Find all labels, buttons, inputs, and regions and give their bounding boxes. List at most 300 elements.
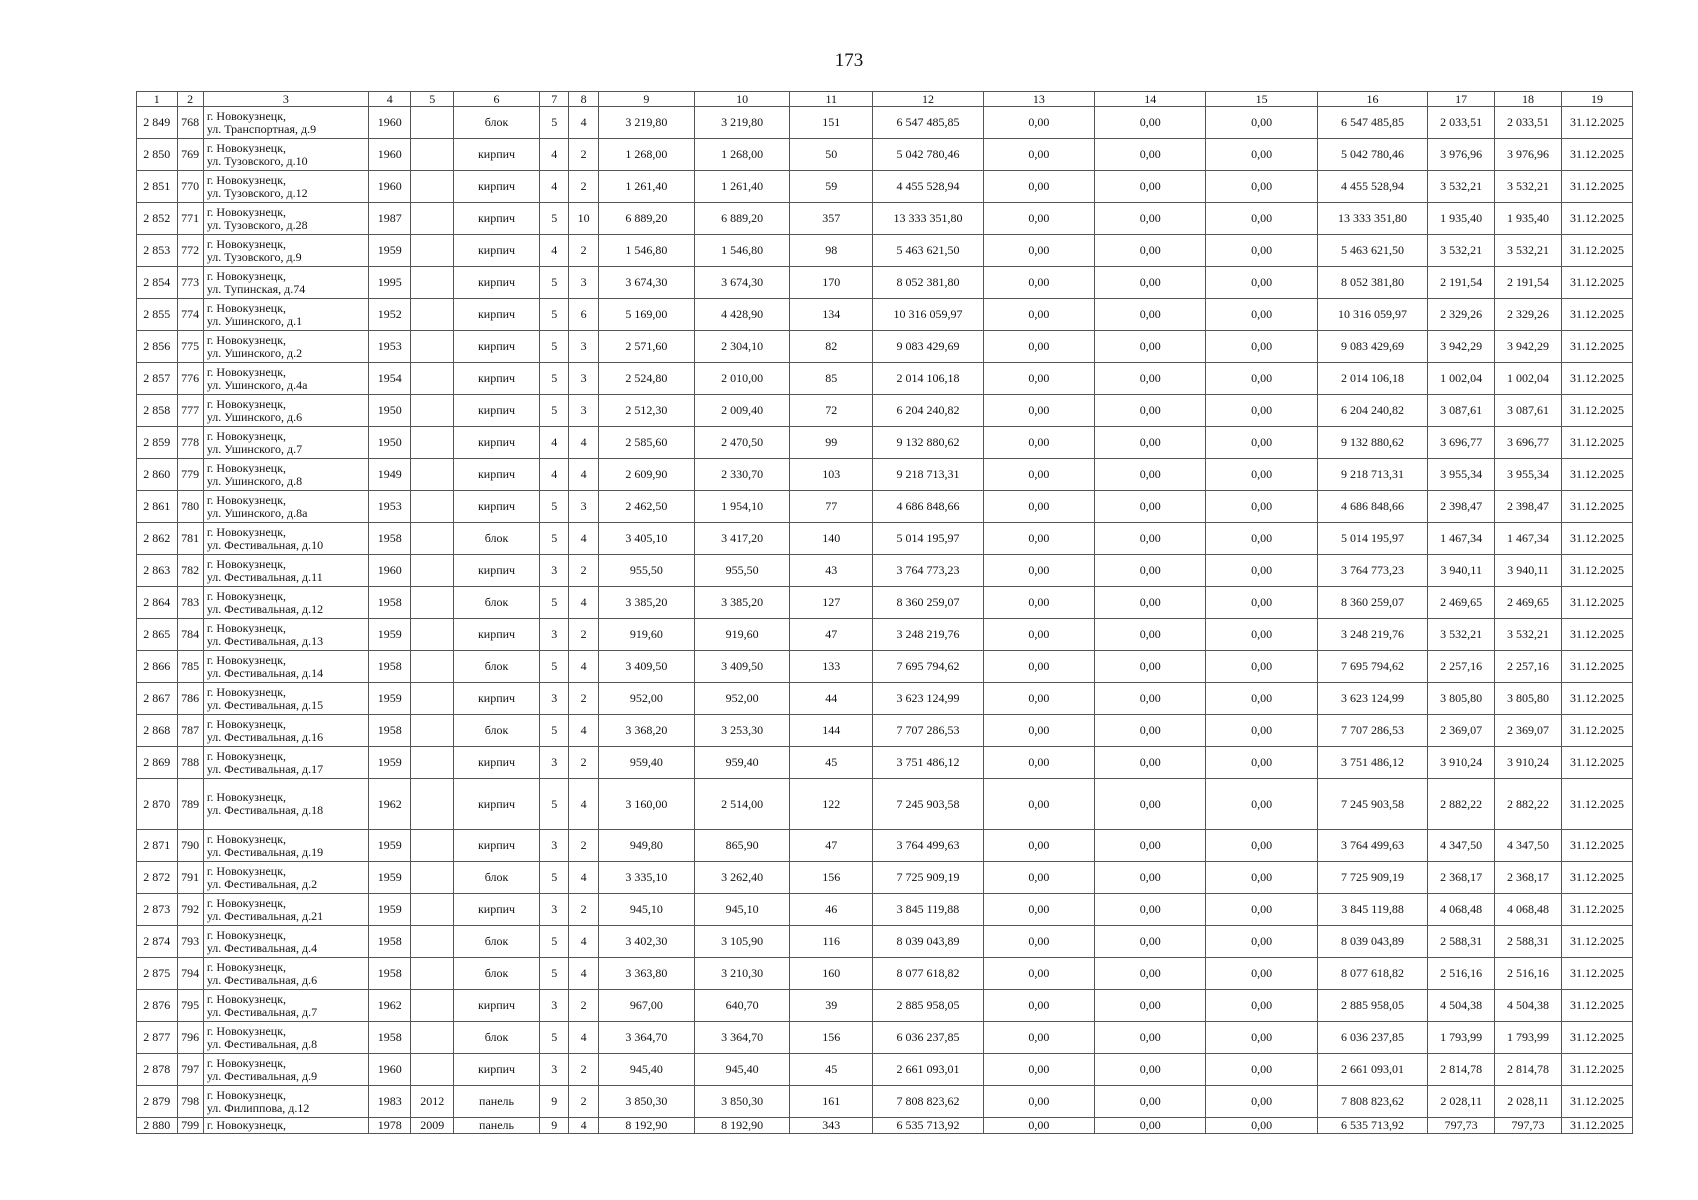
- cell-c6: блок: [453, 1022, 539, 1054]
- cell-c8: 2: [569, 555, 598, 587]
- cell-c8: 2: [569, 1054, 598, 1086]
- cell-c12: 3 764 499,63: [873, 830, 983, 862]
- cell-c1: 2 861: [137, 491, 178, 523]
- cell-c15: 0,00: [1206, 958, 1317, 990]
- cell-c19: 31.12.2025: [1561, 363, 1632, 395]
- cell-c5: [411, 491, 454, 523]
- cell-c13: 0,00: [983, 1118, 1094, 1134]
- address-street: ул. Ушинского, д.8: [206, 473, 303, 488]
- address-street: ул. Ушинского, д.6: [206, 409, 303, 424]
- header-row: [137, 92, 1633, 107]
- cell-c12: 7 245 903,58: [873, 779, 983, 830]
- cell-c6: кирпич: [453, 491, 539, 523]
- cell-c7: 3: [540, 555, 569, 587]
- cell-c14: 0,00: [1095, 862, 1206, 894]
- cell-c12: 7 695 794,62: [873, 651, 983, 683]
- cell-c16: 3 751 486,12: [1317, 747, 1427, 779]
- address-street: ул. Фестивальная, д.16: [206, 729, 324, 744]
- cell-c4: 1983: [368, 1086, 411, 1118]
- cell-c9: 1 546,80: [598, 235, 694, 267]
- cell-c1: 2 857: [137, 363, 178, 395]
- cell-c19: 31.12.2025: [1561, 491, 1632, 523]
- cell-c12: 3 623 124,99: [873, 683, 983, 715]
- cell-c14: 0,00: [1095, 779, 1206, 830]
- cell-c2: 778: [177, 427, 203, 459]
- table-row: [137, 395, 1633, 427]
- cell-c18: 3 976,96: [1495, 139, 1562, 171]
- cell-c10: 1 954,10: [695, 491, 790, 523]
- cell-c6: панель: [453, 1086, 539, 1118]
- cell-c16: 9 218 713,31: [1317, 459, 1427, 491]
- table-row: [137, 1086, 1633, 1118]
- cell-c14: 0,00: [1095, 331, 1206, 363]
- cell-c18: 2 033,51: [1495, 107, 1562, 139]
- cell-c16: 13 333 351,80: [1317, 203, 1427, 235]
- cell-c13: 0,00: [983, 862, 1094, 894]
- cell-c1: 2 856: [137, 331, 178, 363]
- cell-c11: 45: [790, 1054, 873, 1086]
- cell-c12: 3 751 486,12: [873, 747, 983, 779]
- cell-c8: 10: [569, 203, 598, 235]
- cell-c12: 6 036 237,85: [873, 1022, 983, 1054]
- cell-c5: [411, 958, 454, 990]
- cell-c6: кирпич: [453, 299, 539, 331]
- cell-c1: 2 864: [137, 587, 178, 619]
- cell-c5: [411, 139, 454, 171]
- column-header: 11: [790, 92, 873, 107]
- cell-c17: 3 940,11: [1428, 555, 1495, 587]
- address-cell: [203, 862, 368, 894]
- cell-c5: [411, 331, 454, 363]
- address-cell: [203, 747, 368, 779]
- cell-c13: 0,00: [983, 107, 1094, 139]
- cell-c8: 2: [569, 1086, 598, 1118]
- address-street: ул. Ушинского, д.1: [206, 313, 303, 328]
- cell-c16: 9 083 429,69: [1317, 331, 1427, 363]
- cell-c11: 99: [790, 427, 873, 459]
- cell-c12: 6 547 485,85: [873, 107, 983, 139]
- cell-c11: 156: [790, 1022, 873, 1054]
- cell-c16: 5 042 780,46: [1317, 139, 1427, 171]
- cell-c12: 9 132 880,62: [873, 427, 983, 459]
- cell-c8: 2: [569, 683, 598, 715]
- cell-c10: 3 262,40: [695, 862, 790, 894]
- cell-c7: 5: [540, 862, 569, 894]
- cell-c6: кирпич: [453, 894, 539, 926]
- cell-c1: 2 850: [137, 139, 178, 171]
- cell-c14: 0,00: [1095, 958, 1206, 990]
- cell-c5: [411, 651, 454, 683]
- address-city: г. Новокузнецк,: [206, 1087, 287, 1102]
- cell-c16: 3 764 499,63: [1317, 830, 1427, 862]
- cell-c6: блок: [453, 587, 539, 619]
- cell-c19: 31.12.2025: [1561, 1022, 1632, 1054]
- cell-c5: [411, 299, 454, 331]
- column-header: 4: [368, 92, 411, 107]
- address-street: ул. Фестивальная, д.6: [206, 972, 318, 987]
- address-city: г. Новокузнецк,: [206, 332, 287, 347]
- cell-c5: [411, 267, 454, 299]
- cell-c12: 8 360 259,07: [873, 587, 983, 619]
- cell-c9: 3 850,30: [598, 1086, 694, 1118]
- cell-c19: 31.12.2025: [1561, 683, 1632, 715]
- cell-c12: 7 808 823,62: [873, 1086, 983, 1118]
- cell-c4: 1960: [368, 107, 411, 139]
- cell-c15: 0,00: [1206, 267, 1317, 299]
- cell-c18: 3 942,29: [1495, 331, 1562, 363]
- cell-c17: 3 696,77: [1428, 427, 1495, 459]
- cell-c19: 31.12.2025: [1561, 830, 1632, 862]
- cell-c1: 2 874: [137, 926, 178, 958]
- address-cell: [203, 990, 368, 1022]
- cell-c7: 3: [540, 1054, 569, 1086]
- address-city: г. Новокузнецк,: [206, 524, 287, 539]
- cell-c13: 0,00: [983, 139, 1094, 171]
- table-row: [137, 427, 1633, 459]
- column-header: 6: [453, 92, 539, 107]
- cell-c6: кирпич: [453, 235, 539, 267]
- cell-c14: 0,00: [1095, 990, 1206, 1022]
- cell-c8: 4: [569, 459, 598, 491]
- cell-c8: 3: [569, 267, 598, 299]
- cell-c17: 1 935,40: [1428, 203, 1495, 235]
- cell-c12: 7 725 909,19: [873, 862, 983, 894]
- cell-c8: 4: [569, 523, 598, 555]
- cell-c15: 0,00: [1206, 1086, 1317, 1118]
- cell-c11: 43: [790, 555, 873, 587]
- cell-c13: 0,00: [983, 235, 1094, 267]
- cell-c5: [411, 587, 454, 619]
- cell-c10: 3 210,30: [695, 958, 790, 990]
- cell-c9: 959,40: [598, 747, 694, 779]
- cell-c2: 795: [177, 990, 203, 1022]
- table-row: [137, 107, 1633, 139]
- cell-c7: 5: [540, 715, 569, 747]
- cell-c15: 0,00: [1206, 1022, 1317, 1054]
- cell-c7: 3: [540, 830, 569, 862]
- cell-c15: 0,00: [1206, 587, 1317, 619]
- cell-c2: 770: [177, 171, 203, 203]
- cell-c13: 0,00: [983, 990, 1094, 1022]
- cell-c8: 4: [569, 779, 598, 830]
- table-row: [137, 958, 1633, 990]
- cell-c10: 3 417,20: [695, 523, 790, 555]
- cell-c1: 2 879: [137, 1086, 178, 1118]
- cell-c12: 10 316 059,97: [873, 299, 983, 331]
- address-street: ул. Фестивальная, д.8: [206, 1036, 318, 1051]
- cell-c9: 3 160,00: [598, 779, 694, 830]
- address-city: г. Новокузнецк,: [206, 108, 287, 123]
- cell-c19: 31.12.2025: [1561, 862, 1632, 894]
- cell-c12: 2 661 093,01: [873, 1054, 983, 1086]
- cell-c11: 122: [790, 779, 873, 830]
- cell-c16: 8 039 043,89: [1317, 926, 1427, 958]
- cell-c4: 1952: [368, 299, 411, 331]
- cell-c1: 2 872: [137, 862, 178, 894]
- cell-c4: 1960: [368, 171, 411, 203]
- cell-c10: 919,60: [695, 619, 790, 651]
- address-street: ул. Фестивальная, д.15: [206, 697, 324, 712]
- cell-c17: 1 467,34: [1428, 523, 1495, 555]
- cell-c17: 3 910,24: [1428, 747, 1495, 779]
- register-table: [136, 91, 1633, 1134]
- cell-c7: 5: [540, 107, 569, 139]
- cell-c13: 0,00: [983, 1022, 1094, 1054]
- cell-c19: 31.12.2025: [1561, 139, 1632, 171]
- cell-c10: 945,40: [695, 1054, 790, 1086]
- table-row: [137, 331, 1633, 363]
- cell-c17: 2 516,16: [1428, 958, 1495, 990]
- column-header: 13: [983, 92, 1094, 107]
- cell-c6: блок: [453, 926, 539, 958]
- cell-c19: 31.12.2025: [1561, 958, 1632, 990]
- cell-c18: 2 882,22: [1495, 779, 1562, 830]
- cell-c15: 0,00: [1206, 203, 1317, 235]
- table-row: [137, 619, 1633, 651]
- cell-c17: 2 469,65: [1428, 587, 1495, 619]
- cell-c19: 31.12.2025: [1561, 203, 1632, 235]
- cell-c1: 2 878: [137, 1054, 178, 1086]
- address-street: ул. Тузовского, д.28: [206, 217, 308, 232]
- cell-c1: 2 870: [137, 779, 178, 830]
- cell-c6: кирпич: [453, 427, 539, 459]
- cell-c16: 6 535 713,92: [1317, 1118, 1427, 1134]
- cell-c5: [411, 459, 454, 491]
- address-city: г. Новокузнецк,: [206, 863, 287, 878]
- cell-c19: 31.12.2025: [1561, 555, 1632, 587]
- address-city: г. Новокузнецк,: [206, 991, 287, 1006]
- cell-c16: 3 845 119,88: [1317, 894, 1427, 926]
- address-cell: [203, 107, 368, 139]
- cell-c4: 1978: [368, 1118, 411, 1134]
- cell-c14: 0,00: [1095, 363, 1206, 395]
- cell-c15: 0,00: [1206, 715, 1317, 747]
- cell-c4: 1959: [368, 862, 411, 894]
- cell-c2: 793: [177, 926, 203, 958]
- address-city: г. Новокузнецк,: [206, 556, 287, 571]
- cell-c4: 1958: [368, 587, 411, 619]
- cell-c11: 46: [790, 894, 873, 926]
- cell-c5: [411, 990, 454, 1022]
- cell-c4: 1953: [368, 331, 411, 363]
- cell-c18: 1 935,40: [1495, 203, 1562, 235]
- cell-c18: 3 087,61: [1495, 395, 1562, 427]
- cell-c13: 0,00: [983, 459, 1094, 491]
- cell-c12: 2 885 958,05: [873, 990, 983, 1022]
- cell-c8: 2: [569, 171, 598, 203]
- cell-c14: 0,00: [1095, 619, 1206, 651]
- cell-c5: [411, 427, 454, 459]
- cell-c12: 8 039 043,89: [873, 926, 983, 958]
- cell-c4: 1987: [368, 203, 411, 235]
- cell-c8: 2: [569, 619, 598, 651]
- cell-c16: 2 885 958,05: [1317, 990, 1427, 1022]
- address-cell: [203, 395, 368, 427]
- cell-c9: 3 363,80: [598, 958, 694, 990]
- cell-c15: 0,00: [1206, 619, 1317, 651]
- cell-c19: 31.12.2025: [1561, 395, 1632, 427]
- cell-c16: 4 686 848,66: [1317, 491, 1427, 523]
- cell-c10: 959,40: [695, 747, 790, 779]
- cell-c9: 3 405,10: [598, 523, 694, 555]
- address-cell: [203, 958, 368, 990]
- cell-c5: [411, 894, 454, 926]
- address-city: г. Новокузнецк,: [206, 140, 287, 155]
- cell-c13: 0,00: [983, 587, 1094, 619]
- address-cell: [203, 555, 368, 587]
- cell-c19: 31.12.2025: [1561, 894, 1632, 926]
- cell-c18: 2 469,65: [1495, 587, 1562, 619]
- address-cell: [203, 331, 368, 363]
- cell-c12: 3 764 773,23: [873, 555, 983, 587]
- address-city: г. Новокузнецк,: [206, 1055, 287, 1070]
- cell-c15: 0,00: [1206, 862, 1317, 894]
- cell-c2: 777: [177, 395, 203, 427]
- address-street: ул. Фестивальная, д.14: [206, 665, 324, 680]
- cell-c6: блок: [453, 107, 539, 139]
- cell-c16: 7 725 909,19: [1317, 862, 1427, 894]
- table-row: [137, 715, 1633, 747]
- cell-c4: 1962: [368, 779, 411, 830]
- cell-c9: 919,60: [598, 619, 694, 651]
- cell-c18: 2 028,11: [1495, 1086, 1562, 1118]
- cell-c8: 4: [569, 427, 598, 459]
- cell-c17: 3 087,61: [1428, 395, 1495, 427]
- cell-c8: 4: [569, 1022, 598, 1054]
- cell-c15: 0,00: [1206, 683, 1317, 715]
- column-header: 18: [1495, 92, 1562, 107]
- cell-c14: 0,00: [1095, 715, 1206, 747]
- cell-c2: 783: [177, 587, 203, 619]
- cell-c8: 4: [569, 926, 598, 958]
- address-city: г. Новокузнецк,: [206, 268, 287, 283]
- cell-c11: 156: [790, 862, 873, 894]
- cell-c7: 4: [540, 427, 569, 459]
- address-city: г. Новокузнецк,: [206, 396, 287, 411]
- address-street: ул. Филиппова, д.12: [206, 1100, 310, 1115]
- cell-c11: 140: [790, 523, 873, 555]
- table-row: [137, 779, 1633, 830]
- cell-c7: 5: [540, 587, 569, 619]
- cell-c4: 1958: [368, 523, 411, 555]
- cell-c15: 0,00: [1206, 459, 1317, 491]
- cell-c14: 0,00: [1095, 235, 1206, 267]
- address-cell: [203, 587, 368, 619]
- column-header: 10: [695, 92, 790, 107]
- cell-c19: 31.12.2025: [1561, 523, 1632, 555]
- cell-c1: 2 865: [137, 619, 178, 651]
- address-city: г. Новокузнецк,: [206, 428, 287, 443]
- cell-c14: 0,00: [1095, 107, 1206, 139]
- cell-c18: 1 467,34: [1495, 523, 1562, 555]
- cell-c2: 792: [177, 894, 203, 926]
- cell-c18: 1 002,04: [1495, 363, 1562, 395]
- cell-c6: кирпич: [453, 779, 539, 830]
- cell-c4: 1958: [368, 651, 411, 683]
- cell-c7: 3: [540, 747, 569, 779]
- cell-c6: кирпич: [453, 363, 539, 395]
- cell-c15: 0,00: [1206, 779, 1317, 830]
- address-street: ул. Фестивальная, д.17: [206, 761, 324, 776]
- cell-c10: 6 889,20: [695, 203, 790, 235]
- cell-c18: 3 910,24: [1495, 747, 1562, 779]
- cell-c17: 3 942,29: [1428, 331, 1495, 363]
- cell-c5: [411, 395, 454, 427]
- cell-c13: 0,00: [983, 619, 1094, 651]
- cell-c12: 9 218 713,31: [873, 459, 983, 491]
- cell-c8: 4: [569, 651, 598, 683]
- cell-c15: 0,00: [1206, 171, 1317, 203]
- cell-c2: 796: [177, 1022, 203, 1054]
- cell-c7: 5: [540, 958, 569, 990]
- cell-c13: 0,00: [983, 331, 1094, 363]
- cell-c1: 2 871: [137, 830, 178, 862]
- cell-c10: 1 268,00: [695, 139, 790, 171]
- cell-c18: 1 793,99: [1495, 1022, 1562, 1054]
- cell-c19: 31.12.2025: [1561, 747, 1632, 779]
- cell-c14: 0,00: [1095, 523, 1206, 555]
- cell-c5: [411, 715, 454, 747]
- cell-c4: 1950: [368, 395, 411, 427]
- cell-c14: 0,00: [1095, 427, 1206, 459]
- address-cell: [203, 1022, 368, 1054]
- cell-c19: 31.12.2025: [1561, 990, 1632, 1022]
- cell-c19: 31.12.2025: [1561, 331, 1632, 363]
- cell-c4: 1995: [368, 267, 411, 299]
- address-cell: [203, 651, 368, 683]
- cell-c6: кирпич: [453, 139, 539, 171]
- address-street: ул. Фестивальная, д.21: [206, 908, 324, 923]
- cell-c15: 0,00: [1206, 555, 1317, 587]
- cell-c19: 31.12.2025: [1561, 926, 1632, 958]
- address-cell: [203, 830, 368, 862]
- cell-c10: 2 514,00: [695, 779, 790, 830]
- cell-c8: 3: [569, 331, 598, 363]
- cell-c8: 3: [569, 395, 598, 427]
- cell-c19: 31.12.2025: [1561, 235, 1632, 267]
- cell-c4: 1960: [368, 139, 411, 171]
- cell-c2: 785: [177, 651, 203, 683]
- cell-c17: 3 955,34: [1428, 459, 1495, 491]
- cell-c10: 3 105,90: [695, 926, 790, 958]
- cell-c12: 5 014 195,97: [873, 523, 983, 555]
- cell-c8: 3: [569, 491, 598, 523]
- cell-c15: 0,00: [1206, 1054, 1317, 1086]
- cell-c17: 2 814,78: [1428, 1054, 1495, 1086]
- cell-c15: 0,00: [1206, 990, 1317, 1022]
- cell-c18: 3 805,80: [1495, 683, 1562, 715]
- address-street: ул. Фестивальная, д.11: [206, 569, 323, 584]
- cell-c10: 3 409,50: [695, 651, 790, 683]
- column-header: 19: [1561, 92, 1632, 107]
- cell-c5: [411, 555, 454, 587]
- cell-c16: 7 245 903,58: [1317, 779, 1427, 830]
- cell-c17: 2 329,26: [1428, 299, 1495, 331]
- cell-c16: 8 077 618,82: [1317, 958, 1427, 990]
- cell-c8: 2: [569, 990, 598, 1022]
- cell-c17: 2 257,16: [1428, 651, 1495, 683]
- cell-c17: 3 805,80: [1428, 683, 1495, 715]
- cell-c11: 343: [790, 1118, 873, 1134]
- cell-c17: 2 588,31: [1428, 926, 1495, 958]
- cell-c6: блок: [453, 523, 539, 555]
- address-cell: [203, 894, 368, 926]
- table-row: [137, 203, 1633, 235]
- cell-c5: [411, 1054, 454, 1086]
- cell-c7: 5: [540, 779, 569, 830]
- cell-c4: 1958: [368, 926, 411, 958]
- cell-c5: [411, 779, 454, 830]
